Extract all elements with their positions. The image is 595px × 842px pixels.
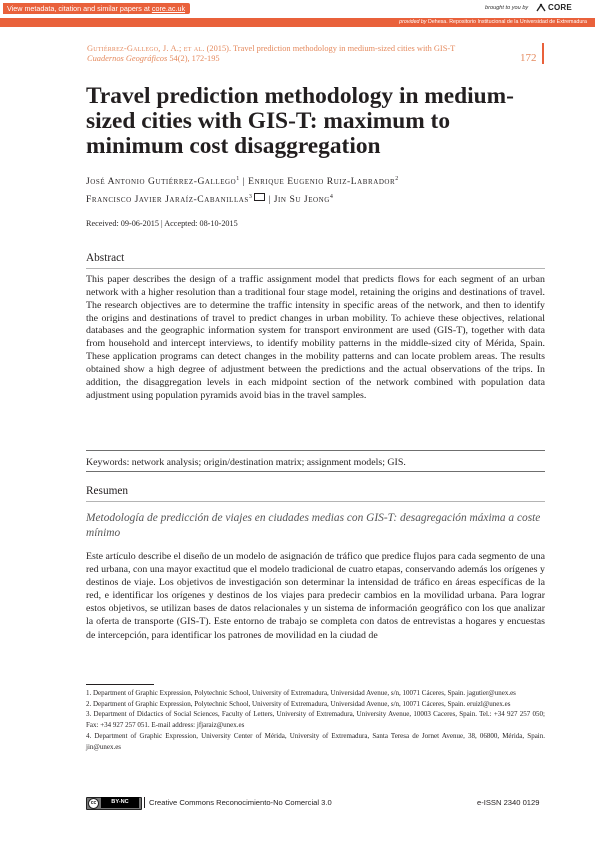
- footnote: 4. Department of Graphic Expression, University Center of Mérida, University of Extremadura, Santa Teresa de Jornet Avenue, 38, 06800, Mérida, Spain. jin@unex.es: [86, 731, 545, 751]
- citation-authors: Gutiérrez-Gallego, J. A.; et al.: [87, 44, 205, 53]
- keywords: Keywords: network analysis; origin/destination matrix; assignment models; GIS.: [86, 457, 406, 468]
- journal-name: Cuadernos Geográficos: [87, 54, 168, 63]
- author-4: Jin Su Jeong: [273, 194, 330, 205]
- core-link-domain[interactable]: core.ac.uk: [151, 4, 186, 13]
- author-3-affiliation: 3: [248, 194, 253, 200]
- core-metadata-link[interactable]: [3, 3, 190, 14]
- abstract-heading: Abstract: [86, 252, 125, 264]
- issn: e-ISSN 2340 0129: [477, 798, 540, 807]
- article-title: Travel prediction methodology in medium-sized cities with GIS-T: maximum to minimum cost disaggregation: [86, 83, 514, 159]
- divider: [86, 501, 545, 502]
- divider: [86, 268, 545, 269]
- provided-by-source[interactable]: Dehesa. Repositorio Institucional de la Universidad de Extremadura: [428, 19, 587, 25]
- license-text: Creative Commons Reconocimiento-No Comercial 3.0: [149, 798, 332, 807]
- footnote: 2. Department of Graphic Expression, Polytechnic School, University of Extremadura, Universidad Avenue, s/n, 10071 Cáceres, Spain. eruizl@unex.es: [86, 699, 511, 708]
- cc-icon: cc: [88, 798, 99, 809]
- author-3: Francisco Javier Jaraíz-Cabanillas: [86, 194, 249, 205]
- author-separator: |: [239, 176, 249, 187]
- footnotes: [86, 688, 545, 752]
- resumen-body: Este artículo describe el diseño de un modelo de asignación de tráfico que predice flujos para cada segmento de una red urbana, con una mayor exactitud que el modelo tradicional de cuatro etapas, conservando además los orígenes y destinos de viaje. Los objetivos de investigación son determinar la intensidad de tráfico en áreas específicas de la red, e identificar los orígenes y destinos de los viajes para predecir cambios en la movilidad urbana. Para lograr estos objetivos, se utilizan bases de datos relacionales y un sistema de información geográfico con los que analizar la oferta de transporte (GIS-T). Este entorno de trabajo se completa con datos de entrevistas a hogares y encuestas de intercepción, para identificar los patrones de movilidad en la ciudad de: [86, 551, 545, 641]
- header-accent-rule: [542, 43, 544, 64]
- footnote: 3. Department of Didactics of Social Sciences, Faculty of Letters, University of Extremadura, University Avenue, 10003 Caceres, Spain. Tel.: +34 927 257 050; Fax: +34 927 257 051. E-mail address: jfjaraiz@unex.es: [86, 710, 545, 730]
- footnote-rule: [86, 684, 154, 685]
- provided-by-prefix: provided by: [399, 19, 428, 25]
- core-logo-icon: [536, 3, 546, 13]
- received-accepted-dates: Received: 09-06-2015 | Accepted: 08-10-2015: [86, 219, 238, 228]
- author-separator: |: [265, 194, 274, 205]
- citation-title: (2015). Travel prediction methodology in medium-sized cities with GIS-T: [204, 44, 456, 53]
- author-4-affiliation: 4: [329, 194, 334, 200]
- authors-line-1: [86, 176, 399, 187]
- author-2-affiliation: 2: [395, 176, 399, 182]
- core-logo-text[interactable]: CORE: [548, 3, 572, 12]
- journal-details: 54(2), 172-195: [167, 54, 220, 63]
- author-1-affiliation: 1: [236, 176, 240, 182]
- divider: [86, 450, 545, 451]
- resumen-title: Metodología de predicción de viajes en ciudades medias con GIS-T: desagregación máxima a coste mínimo: [86, 512, 541, 539]
- footer-separator: [144, 797, 145, 808]
- divider: [86, 471, 545, 472]
- header-citation: [87, 44, 455, 53]
- authors-line-2: [86, 194, 333, 205]
- cc-by-nc-label: BY-NC: [101, 797, 139, 808]
- author-2: Enrique Eugenio Ruiz-Labrador: [248, 176, 396, 187]
- core-link-text: View metadata, citation and similar papers at: [7, 4, 152, 13]
- provided-by-text[interactable]: [399, 19, 587, 25]
- brought-to-you-by: brought to you by: [485, 5, 529, 11]
- author-1: José Antonio Gutiérrez-Gallego: [86, 176, 237, 187]
- abstract-body: This paper describes the design of a traffic assignment model that predicts flows for each segment of an urban network with a higher resolution than a traditional four stage model, retaining the origins and destinations of travel. The research objectives are to determine the traffic intensity in specific areas of the network, and then to identify the origins and destinations of travel to predict changes in urban mobility. To achieve these objectives, relational databases and the geographic information system for transport environment are used (GIS-T), together with data from household and intercept interviews, to identify mobility patterns in the middle-sized city of Mérida, Spain. These application programs can detect changes in the mobility patterns and can locate problem areas. The results obtained show a high degree of adjustment between the predictions and the actual observations of the trips. In addition, the disaggregation levels in each midpoint section of the network combined with population data adjustment using population pyramids avoid bias in the travel samples.: [86, 274, 545, 401]
- page-number: 172: [520, 52, 537, 64]
- resumen-heading: Resumen: [86, 485, 129, 497]
- mail-icon[interactable]: [254, 193, 265, 201]
- header-journal: [87, 54, 220, 63]
- footnote: 1. Department of Graphic Expression, Polytechnic School, University of Extremadura, Universidad Avenue, s/n, 10071 Cáceres, Spain. jagutier@unex.es: [86, 689, 516, 697]
